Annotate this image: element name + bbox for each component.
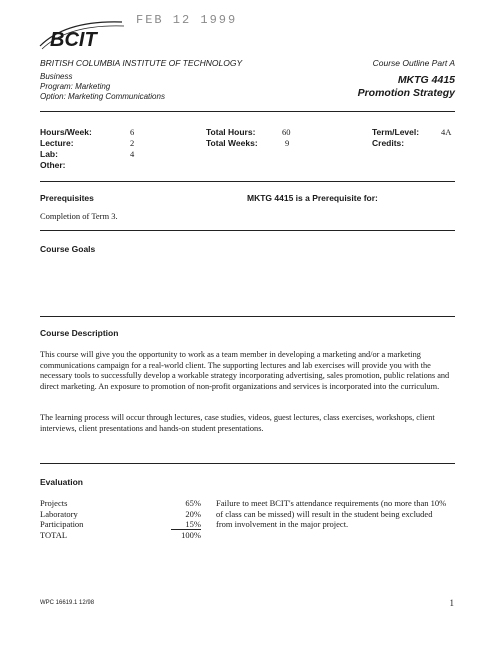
total-hours-value: 60 [282,127,291,137]
attendance-note: Failure to meet BCIT's attendance requirements (no more than 10% of class can be missed) will result in the student being excluded from involvement in the major project. [216,498,447,529]
evaluation-heading: Evaluation [40,477,83,487]
program-name: Program: Marketing [40,82,111,91]
evaluation-item: TOTAL [40,529,68,540]
lab-label: Lab: [40,149,58,159]
institution-name: BRITISH COLUMBIA INSTITUTE OF TECHNOLOGY [40,58,243,68]
credits-label: Credits: [372,138,405,148]
received-stamp: FEB 12 1999 [136,13,238,27]
evaluation-percentages [161,498,201,540]
evaluation-pct: 15% [185,519,201,529]
evaluation-item: Participation [40,519,84,529]
lecture-value: 2 [130,138,135,148]
other-label: Other: [40,160,66,170]
evaluation-items [40,498,83,540]
option-name: Option: Marketing Communications [40,92,165,101]
divider [40,230,455,231]
school-name: Business [40,72,73,81]
course-title: Promotion Strategy [357,87,455,99]
divider [40,463,455,464]
description-paragraph-2: The learning process will occur through lectures, case studies, videos, guest lectures, class exercises, workshops, client interviews, client presentations and hands-on student presentations. [40,413,435,433]
total-underline [171,529,201,530]
hours-week-label: Hours/Week: [40,127,92,137]
evaluation-item: Projects [40,498,68,508]
course-code: MKTG 4415 [397,74,455,86]
prerequisite-for-heading: MKTG 4415 is a Prerequisite for: [247,193,378,203]
lecture-label: Lecture: [40,138,74,148]
page-number: 1 [449,598,454,608]
divider [40,316,455,317]
course-description-heading: Course Description [40,328,119,338]
term-level-value: 4A [441,127,452,137]
outline-label: Course Outline Part A [372,58,455,68]
divider [40,181,455,182]
total-weeks-value: 9 [285,138,290,148]
divider [40,111,455,112]
prerequisites-text: Completion of Term 3. [40,211,118,221]
bcit-logo [36,16,126,54]
course-title-block [358,74,455,100]
total-hours-label: Total Hours: [206,127,256,137]
prerequisites-heading: Prerequisites [40,193,94,203]
school-block [40,72,165,102]
evaluation-pct: 100% [181,529,201,540]
form-id: WPC 16619.1 12/98 [40,600,95,606]
evaluation-pct: 65% [185,498,201,508]
logo-text: BCIT [50,29,97,51]
term-level-label: Term/Level: [372,127,420,137]
total-weeks-label: Total Weeks: [206,138,258,148]
evaluation-item: Laboratory [40,508,78,519]
description-paragraph-1: This course will give you the opportunity to work as a team member in developing a marketing and/or a marketing communications campaign for a real-world client. The supporting lectures and lab exercises will provide you with the necessary tools to successfully develop a workable strategy incorporating advertising, sales promotion, public relations and direct marketing. An exposure to promotion of non-profit organizations and services is incorporated into the curriculum. [40,350,450,391]
evaluation-pct: 20% [185,508,201,519]
lab-value: 4 [130,149,135,159]
course-goals-heading: Course Goals [40,244,96,254]
hours-week-value: 6 [130,127,135,137]
